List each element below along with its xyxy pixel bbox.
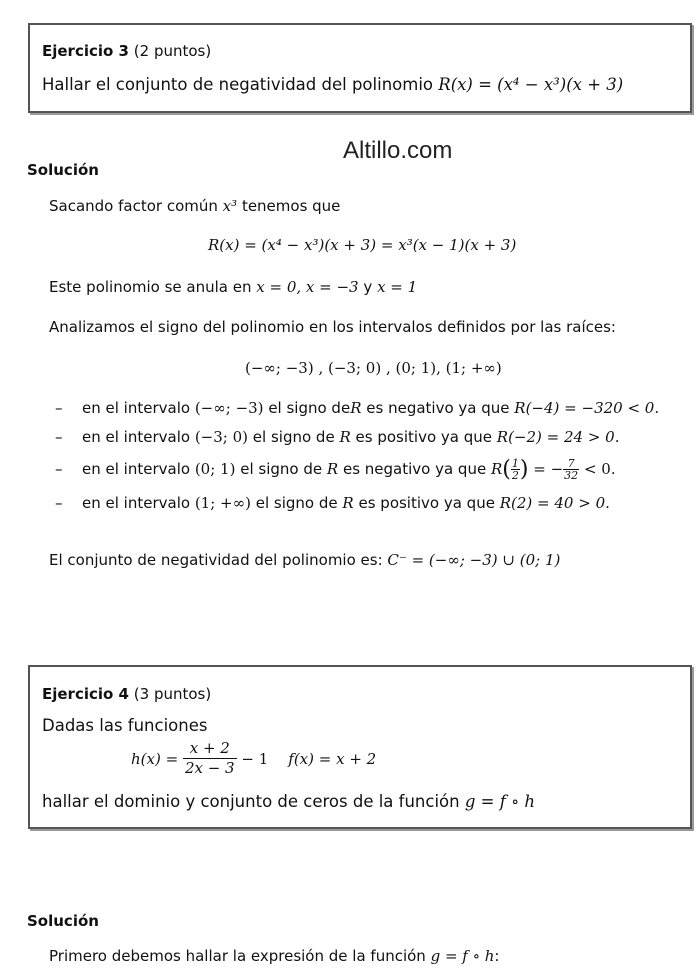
- conclusion-math: C⁻ = (−∞; −3) ∪ (0; 1): [387, 551, 561, 569]
- bullet-4: [82, 494, 610, 512]
- bullet-eval: R(−4) = −320 < 0.: [514, 399, 660, 417]
- exercise-3-polynomial: R(x) = (x⁴ − x³)(x + 3): [438, 75, 624, 94]
- bullet-eval-r: R: [490, 460, 503, 478]
- bullet-text: es positivo ya que: [358, 494, 495, 512]
- factored-equation: R(x) = (x⁴ − x³)(x + 3) = x³(x − 1)(x + 3): [208, 236, 517, 254]
- paren-open: (: [502, 456, 511, 482]
- exercise-4-given: Dadas las funciones: [42, 716, 208, 735]
- bullet-text: es negativo ya que: [342, 460, 487, 478]
- bullet-mark: –: [55, 494, 63, 512]
- solution-2-line-1: [49, 947, 499, 965]
- bullet-eval: R(2) = 40 > 0.: [499, 494, 610, 512]
- task-text: hallar el dominio y conjunto de ceros de la función: [42, 792, 460, 811]
- bullet-mark: –: [55, 399, 63, 417]
- h-rest: − 1: [241, 749, 269, 768]
- bullet-3: [82, 452, 616, 486]
- solution-2-heading: Solución: [27, 912, 99, 930]
- bullet-interval: (−∞; −3): [194, 399, 264, 417]
- exercise-3-points: (2 puntos): [133, 42, 212, 60]
- exercise-4-functions: [131, 739, 376, 778]
- bullet-var: R: [326, 460, 339, 478]
- roots-and: y: [363, 278, 373, 296]
- bullet-eval: R(−2) = 24 > 0.: [496, 428, 620, 446]
- bullet-text: en el intervalo: [82, 494, 191, 512]
- solution-1-line-1: [49, 197, 340, 215]
- bullet-var: R: [342, 494, 354, 512]
- bullet-interval: (0; 1): [194, 460, 236, 478]
- exercise-4-header: [42, 685, 211, 703]
- bullet-interval: (1; +∞): [194, 494, 251, 512]
- h-denominator: 2x − 3: [184, 759, 235, 777]
- fraction-num: 1: [511, 456, 519, 470]
- bullet-1: [82, 399, 659, 417]
- bullet-2: [82, 428, 620, 446]
- solution-2-text: Primero debemos hallar la expresión de la función: [49, 947, 426, 965]
- exercise-3-title: Ejercicio 3: [42, 42, 129, 60]
- factor-text: Sacando factor común: [49, 197, 218, 215]
- bullet-text: el signo de: [252, 428, 335, 446]
- roots-math: x = 0, x = −3: [256, 278, 359, 296]
- bullet-text: es positivo ya que: [355, 428, 492, 446]
- bullet-var: R: [339, 428, 351, 446]
- roots-math-last: x = 1: [377, 278, 418, 296]
- task-math: g = f ∘ h: [464, 792, 536, 811]
- bullet-text: el signo de: [255, 494, 338, 512]
- bullet-text: en el intervalo: [82, 399, 191, 417]
- paren-close: ): [519, 456, 529, 482]
- factor-text-post: tenemos que: [241, 197, 341, 215]
- h-lhs: h(x) =: [131, 749, 179, 768]
- bullet-eq: = −: [533, 460, 564, 478]
- h-numerator: x + 2: [183, 739, 237, 759]
- exercise-4-points: (3 puntos): [133, 685, 212, 703]
- fraction-half: [511, 458, 520, 481]
- intervals-list: (−∞; −3) , (−3; 0) , (0; 1), (1; +∞): [245, 359, 502, 377]
- fraction-result: [563, 458, 579, 481]
- bullet-mark: –: [55, 460, 63, 478]
- analyze-line: Analizamos el signo del polinomio en los intervalos definidos por las raíces:: [49, 318, 616, 336]
- conclusion-text: El conjunto de negatividad del polinomio es:: [49, 551, 383, 569]
- roots-line: [49, 278, 417, 296]
- bullet-text: es negativo ya que: [366, 399, 510, 417]
- exercise-4-task: [42, 792, 535, 811]
- bullet-text: el signo de: [240, 460, 323, 478]
- roots-text: Este polinomio se anula en: [49, 278, 252, 296]
- bullet-var: R: [350, 399, 362, 417]
- bullet-text: el signo de: [268, 399, 351, 417]
- solution-2-colon: :: [494, 947, 500, 965]
- fraction-den: 32: [564, 468, 579, 482]
- solution-2-math: g = f ∘ h: [430, 947, 495, 965]
- factor-math: x³: [222, 197, 238, 215]
- bullet-mark: –: [55, 428, 63, 446]
- exercise-4-title: Ejercicio 4: [42, 685, 129, 703]
- fraction-den: 2: [511, 468, 519, 482]
- bullet-lt: < 0.: [583, 460, 616, 478]
- h-fraction: [183, 739, 237, 778]
- f-definition: f(x) = x + 2: [288, 749, 377, 768]
- bullet-interval: (−3; 0): [194, 428, 249, 446]
- exercise-3-box: [28, 23, 692, 113]
- exercise-3-header: [42, 42, 211, 60]
- watermark: Altillo.com: [343, 137, 453, 164]
- bullet-text: en el intervalo: [82, 428, 191, 446]
- bullet-text: en el intervalo: [82, 460, 191, 478]
- exercise-3-prompt-line: [42, 75, 623, 94]
- exercise-3-prompt: Hallar el conjunto de negatividad del polinomio: [42, 75, 434, 94]
- fraction-num: 7: [563, 458, 579, 470]
- solution-1-heading: Solución: [27, 161, 99, 179]
- conclusion-line: [49, 551, 560, 569]
